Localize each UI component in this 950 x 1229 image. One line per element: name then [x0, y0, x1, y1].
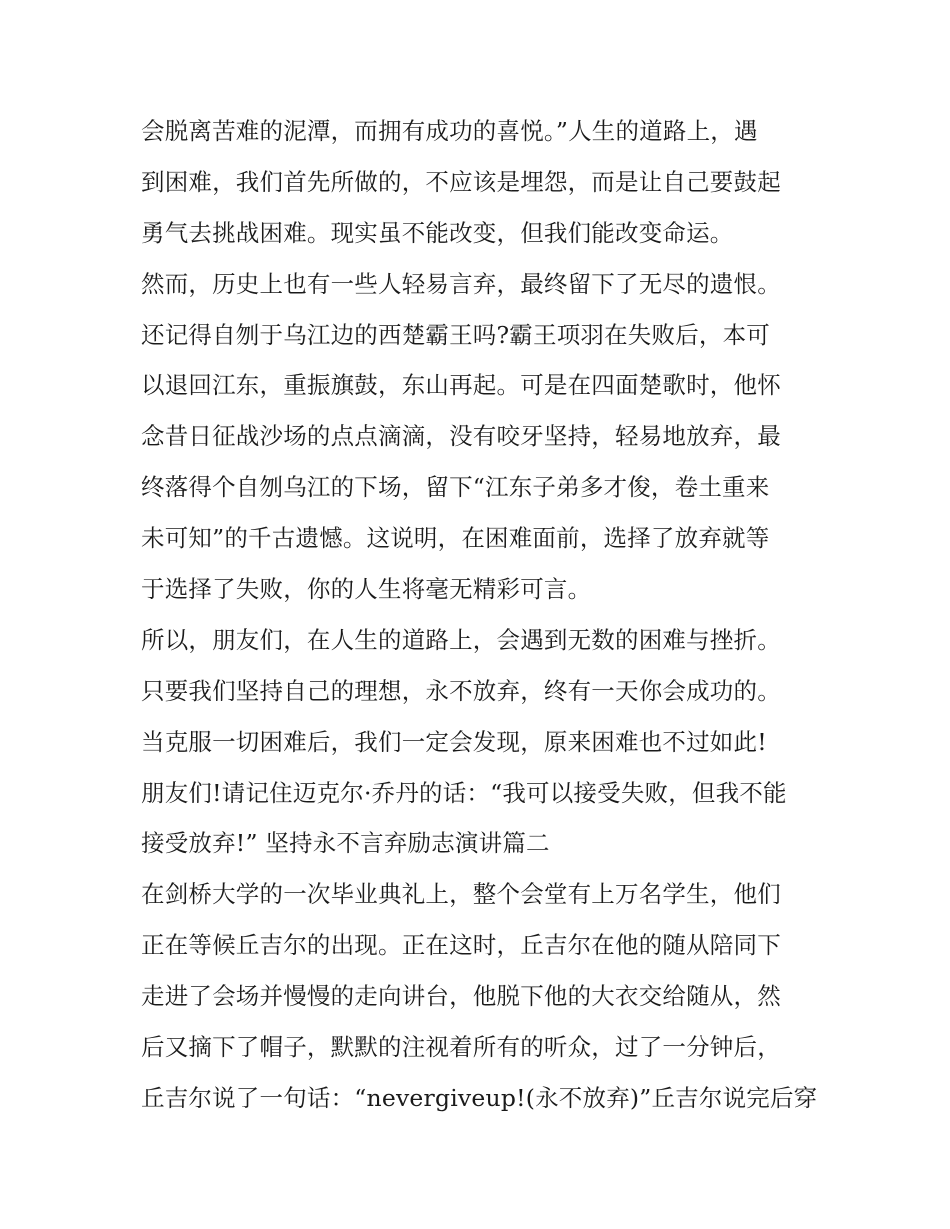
text-line-6: 以退回江东，重振旗鼓，东山再起。可是在四面楚歌时，他怀 — [141, 371, 781, 400]
text-line-20: 丘吉尔说了一句话：“nevergiveup!(永不放弃)”丘吉尔说完后穿 — [141, 1083, 818, 1112]
text-line-4: 然而，历史上也有一些人轻易言弃，最终留下了无尽的遗恨。 — [141, 269, 781, 298]
text-line-5: 还记得自刎于乌江边的西楚霸王吗?霸王项羽在失败后，本可 — [141, 320, 770, 349]
text-line-16: 在剑桥大学的一次毕业典礼上，整个会堂有上万名学生，他们 — [141, 880, 781, 909]
text-line-19: 后又摘下了帽子，默默的注视着所有的听众，过了一分钟后， — [141, 1033, 781, 1062]
text-line-13: 当克服一切困难后，我们一定会发现，原来困难也不过如此! — [141, 727, 767, 756]
text-line-1: 会脱离苦难的泥潭，而拥有成功的喜悦。”人生的道路上，遇 — [141, 117, 758, 145]
body-text — [141, 106, 821, 1124]
text-line-9: 未可知”的千古遗憾。这说明，在困难面前，选择了放弃就等 — [141, 524, 770, 553]
text-line-17: 正在等候丘吉尔的出现。正在这时，丘吉尔在他的随从陪同下 — [141, 931, 781, 960]
text-line-3: 勇气去挑战困难。现实虽不能改变，但我们能改变命运。 — [141, 218, 734, 247]
text-line-2: 到困难，我们首先所做的，不应该是埋怨，而是让自己要鼓起 — [141, 167, 781, 196]
text-line-10: 于选择了失败，你的人生将毫无精彩可言。 — [141, 575, 592, 604]
text-line-18: 走进了会场并慢慢的走向讲台，他脱下他的大衣交给随从，然 — [141, 982, 781, 1011]
text-line-8: 终落得个自刎乌江的下场，留下“江东子弟多才俊，卷土重来 — [141, 473, 770, 502]
text-line-7: 念昔日征战沙场的点点滴滴，没有咬牙坚持，轻易地放弃，最 — [141, 422, 781, 451]
text-line-15: 接受放弃!” 坚持永不言弃励志演讲篇二 — [141, 829, 550, 858]
text-line-11: 所以，朋友们，在人生的道路上，会遇到无数的困难与挫折。 — [141, 625, 781, 654]
text-line-14: 朋友们!请记住迈克尔·乔丹的话：“我可以接受失败，但我不能 — [141, 778, 787, 807]
text-line-12: 只要我们坚持自己的理想，永不放弃，终有一天你会成功的。 — [141, 676, 781, 705]
